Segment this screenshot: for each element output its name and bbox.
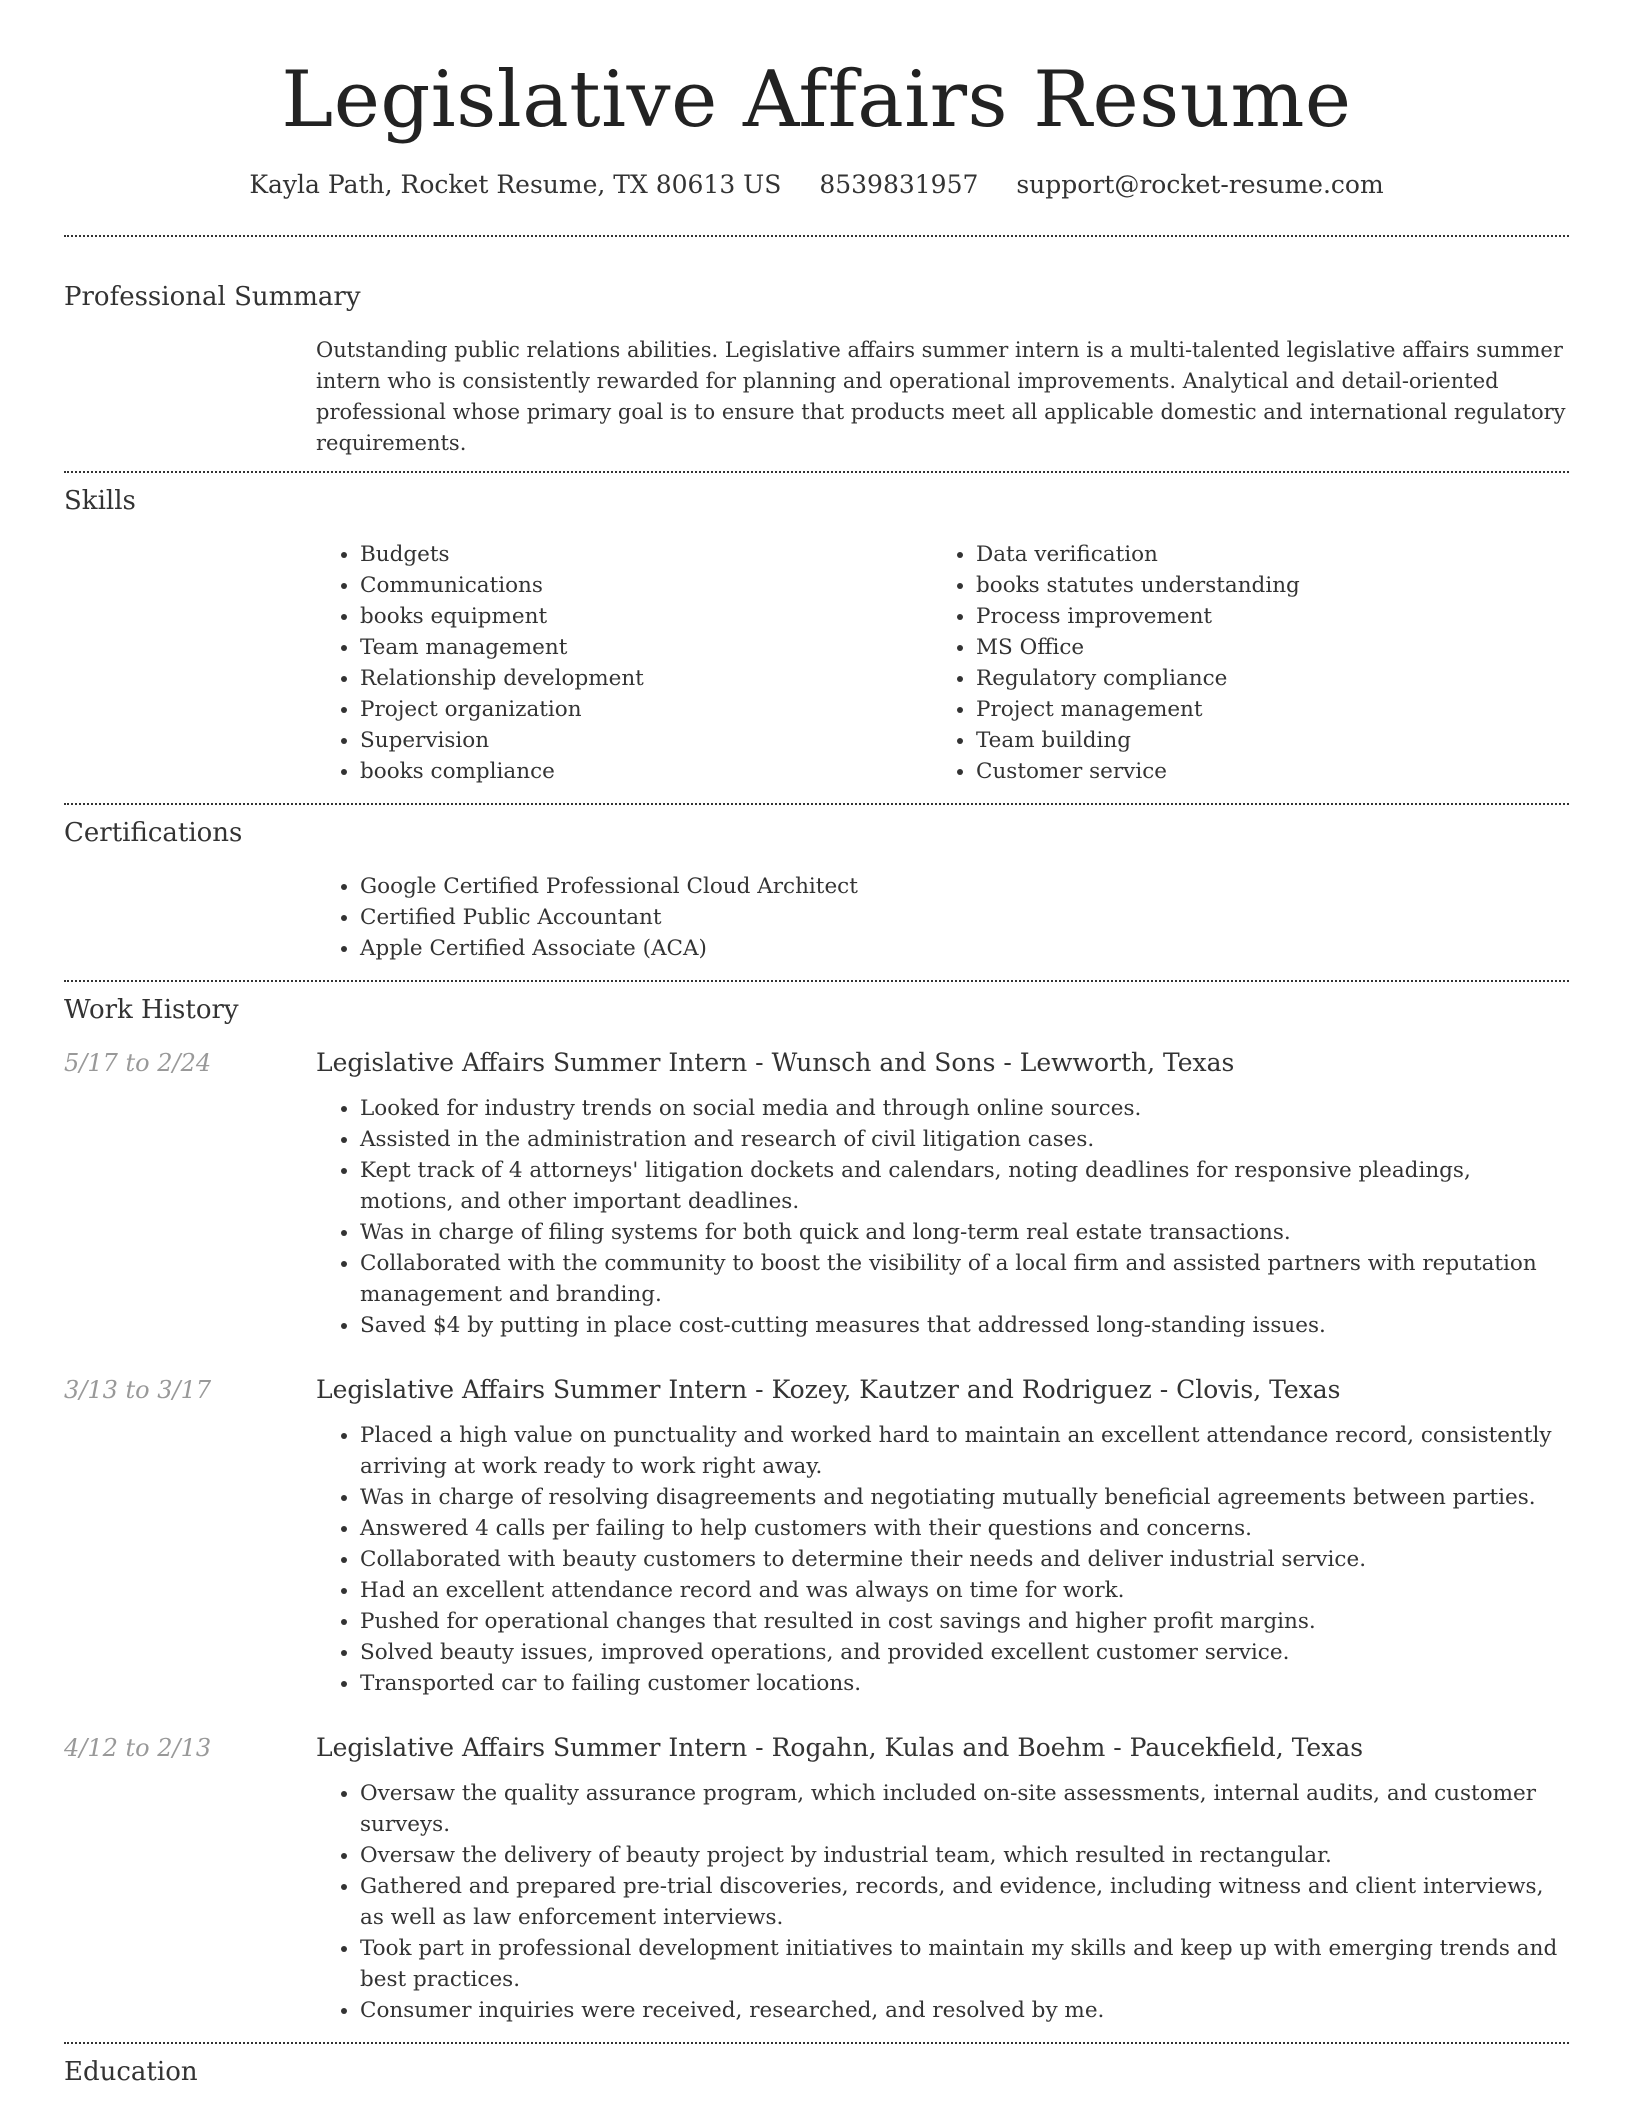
- skill-item: • Regulatory compliance: [976, 663, 1548, 694]
- contact-phone: 8539831957: [819, 170, 979, 199]
- skill-item: • Budgets: [360, 539, 932, 570]
- job-bullet: • Gathered and prepared pre-trial discoveries, records, and evidence, including witness and client interviews, as well as law enforcement interviews.: [360, 1871, 1569, 1933]
- job-bullet: • Placed a high value on punctuality and worked hard to maintain an excellent attendance record, consistently arriving at work ready to work right away.: [360, 1420, 1569, 1482]
- job-bullet: • Solved beauty issues, improved operations, and provided excellent customer service.: [360, 1637, 1569, 1668]
- skill-item: • Supervision: [360, 725, 932, 756]
- certification-item: • Google Certified Professional Cloud Architect: [360, 871, 1569, 902]
- job-bullet: • Saved $4 by putting in place cost-cutting measures that addressed long-standing issues.: [360, 1310, 1569, 1341]
- skill-item: • Relationship development: [360, 663, 932, 694]
- job-title: Legislative Affairs Summer Intern - Wunsch and Sons - Lewworth, Texas: [316, 1048, 1235, 1077]
- job-dates: 4/12 to 2/13: [64, 1734, 212, 1762]
- job-entry: [64, 1048, 1569, 1341]
- job-bullet: • Oversaw the quality assurance program, which included on-site assessments, internal audits, and customer surveys.: [360, 1778, 1569, 1840]
- skills-column-right: [932, 539, 1548, 787]
- work-history-heading: Work History: [64, 995, 239, 1025]
- job-title: Legislative Affairs Summer Intern - Kozey, Kautzer and Rodriguez - Clovis, Texas: [316, 1375, 1341, 1404]
- skill-item: • Team building: [976, 725, 1548, 756]
- job-entry: [64, 1375, 1569, 1699]
- skill-item: • Data verification: [976, 539, 1548, 570]
- skill-item: • Process improvement: [976, 601, 1548, 632]
- skills-list: [316, 539, 1569, 787]
- resume-title: Legislative Affairs Resume: [281, 55, 1352, 145]
- skill-item: • MS Office: [976, 632, 1548, 663]
- divider: [64, 2042, 1569, 2044]
- job-bullet: • Was in charge of resolving disagreements and negotiating mutually beneficial agreements between parties.: [360, 1482, 1569, 1513]
- job-dates: 5/17 to 2/24: [64, 1049, 212, 1077]
- skill-item: • Communications: [360, 570, 932, 601]
- resume-page: [64, 0, 1569, 2088]
- job-entry: [64, 1733, 1569, 2026]
- job-bullet: • Looked for industry trends on social media and through online sources.: [360, 1093, 1569, 1124]
- certifications-heading: Certifications: [64, 818, 243, 848]
- skills-heading: Skills: [64, 486, 136, 516]
- job-bullet: • Collaborated with beauty customers to determine their needs and deliver industrial service.: [360, 1544, 1569, 1575]
- skill-item: • books statutes understanding: [976, 570, 1548, 601]
- certification-item: • Certified Public Accountant: [360, 902, 1569, 933]
- summary-heading: Professional Summary: [64, 282, 361, 312]
- skill-item: • books compliance: [360, 756, 932, 787]
- divider: [64, 235, 1569, 237]
- contact-address: Kayla Path, Rocket Resume, TX 80613 US: [249, 170, 782, 199]
- skills-column-left: [316, 539, 932, 787]
- contact-line: [64, 170, 1569, 199]
- skill-item: • Customer service: [976, 756, 1548, 787]
- divider: [64, 803, 1569, 805]
- job-bullet: • Collaborated with the community to boost the visibility of a local firm and assisted partners with reputation management and branding.: [360, 1248, 1569, 1310]
- contact-email: support@rocket-resume.com: [1016, 170, 1384, 199]
- job-bullet: • Was in charge of filing systems for both quick and long-term real estate transactions.: [360, 1217, 1569, 1248]
- skill-item: • Project organization: [360, 694, 932, 725]
- education-heading: Education: [64, 2057, 198, 2087]
- job-bullet: • Oversaw the delivery of beauty project by industrial team, which resulted in rectangular.: [360, 1840, 1569, 1871]
- job-bullet: • Kept track of 4 attorneys' litigation dockets and calendars, noting deadlines for responsive pleadings, motions, and other important deadlines.: [360, 1155, 1569, 1217]
- job-bullet: • Had an excellent attendance record and was always on time for work.: [360, 1575, 1569, 1606]
- job-bullet: • Consumer inquiries were received, researched, and resolved by me.: [360, 1995, 1569, 2026]
- job-bullet: • Assisted in the administration and research of civil litigation cases.: [360, 1124, 1569, 1155]
- job-bullet: • Pushed for operational changes that resulted in cost savings and higher profit margins.: [360, 1606, 1569, 1637]
- job-bullet: • Transported car to failing customer locations.: [360, 1668, 1569, 1699]
- divider: [64, 980, 1569, 982]
- certification-item: • Apple Certified Associate (ACA): [360, 933, 1569, 964]
- job-dates: 3/13 to 3/17: [64, 1376, 212, 1404]
- skill-item: • books equipment: [360, 601, 932, 632]
- job-bullet: • Answered 4 calls per failing to help customers with their questions and concerns.: [360, 1513, 1569, 1544]
- divider: [64, 471, 1569, 473]
- skill-item: • Project management: [976, 694, 1548, 725]
- summary-text: Outstanding public relations abilities. Legislative affairs summer intern is a multi-talented legislative affairs summer intern who is consistently rewarded for planning and operational improvements. Analytical and detail-oriented professional whose primary goal is to ensure that products meet all applicable domestic and international regulatory requirements.: [316, 338, 1566, 455]
- skill-item: • Team management: [360, 632, 932, 663]
- job-title: Legislative Affairs Summer Intern - Rogahn, Kulas and Boehm - Paucekfield, Texas: [316, 1733, 1364, 1762]
- certifications-list: [316, 871, 1569, 964]
- job-bullet: • Took part in professional development initiatives to maintain my skills and keep up with emerging trends and best practices.: [360, 1933, 1569, 1995]
